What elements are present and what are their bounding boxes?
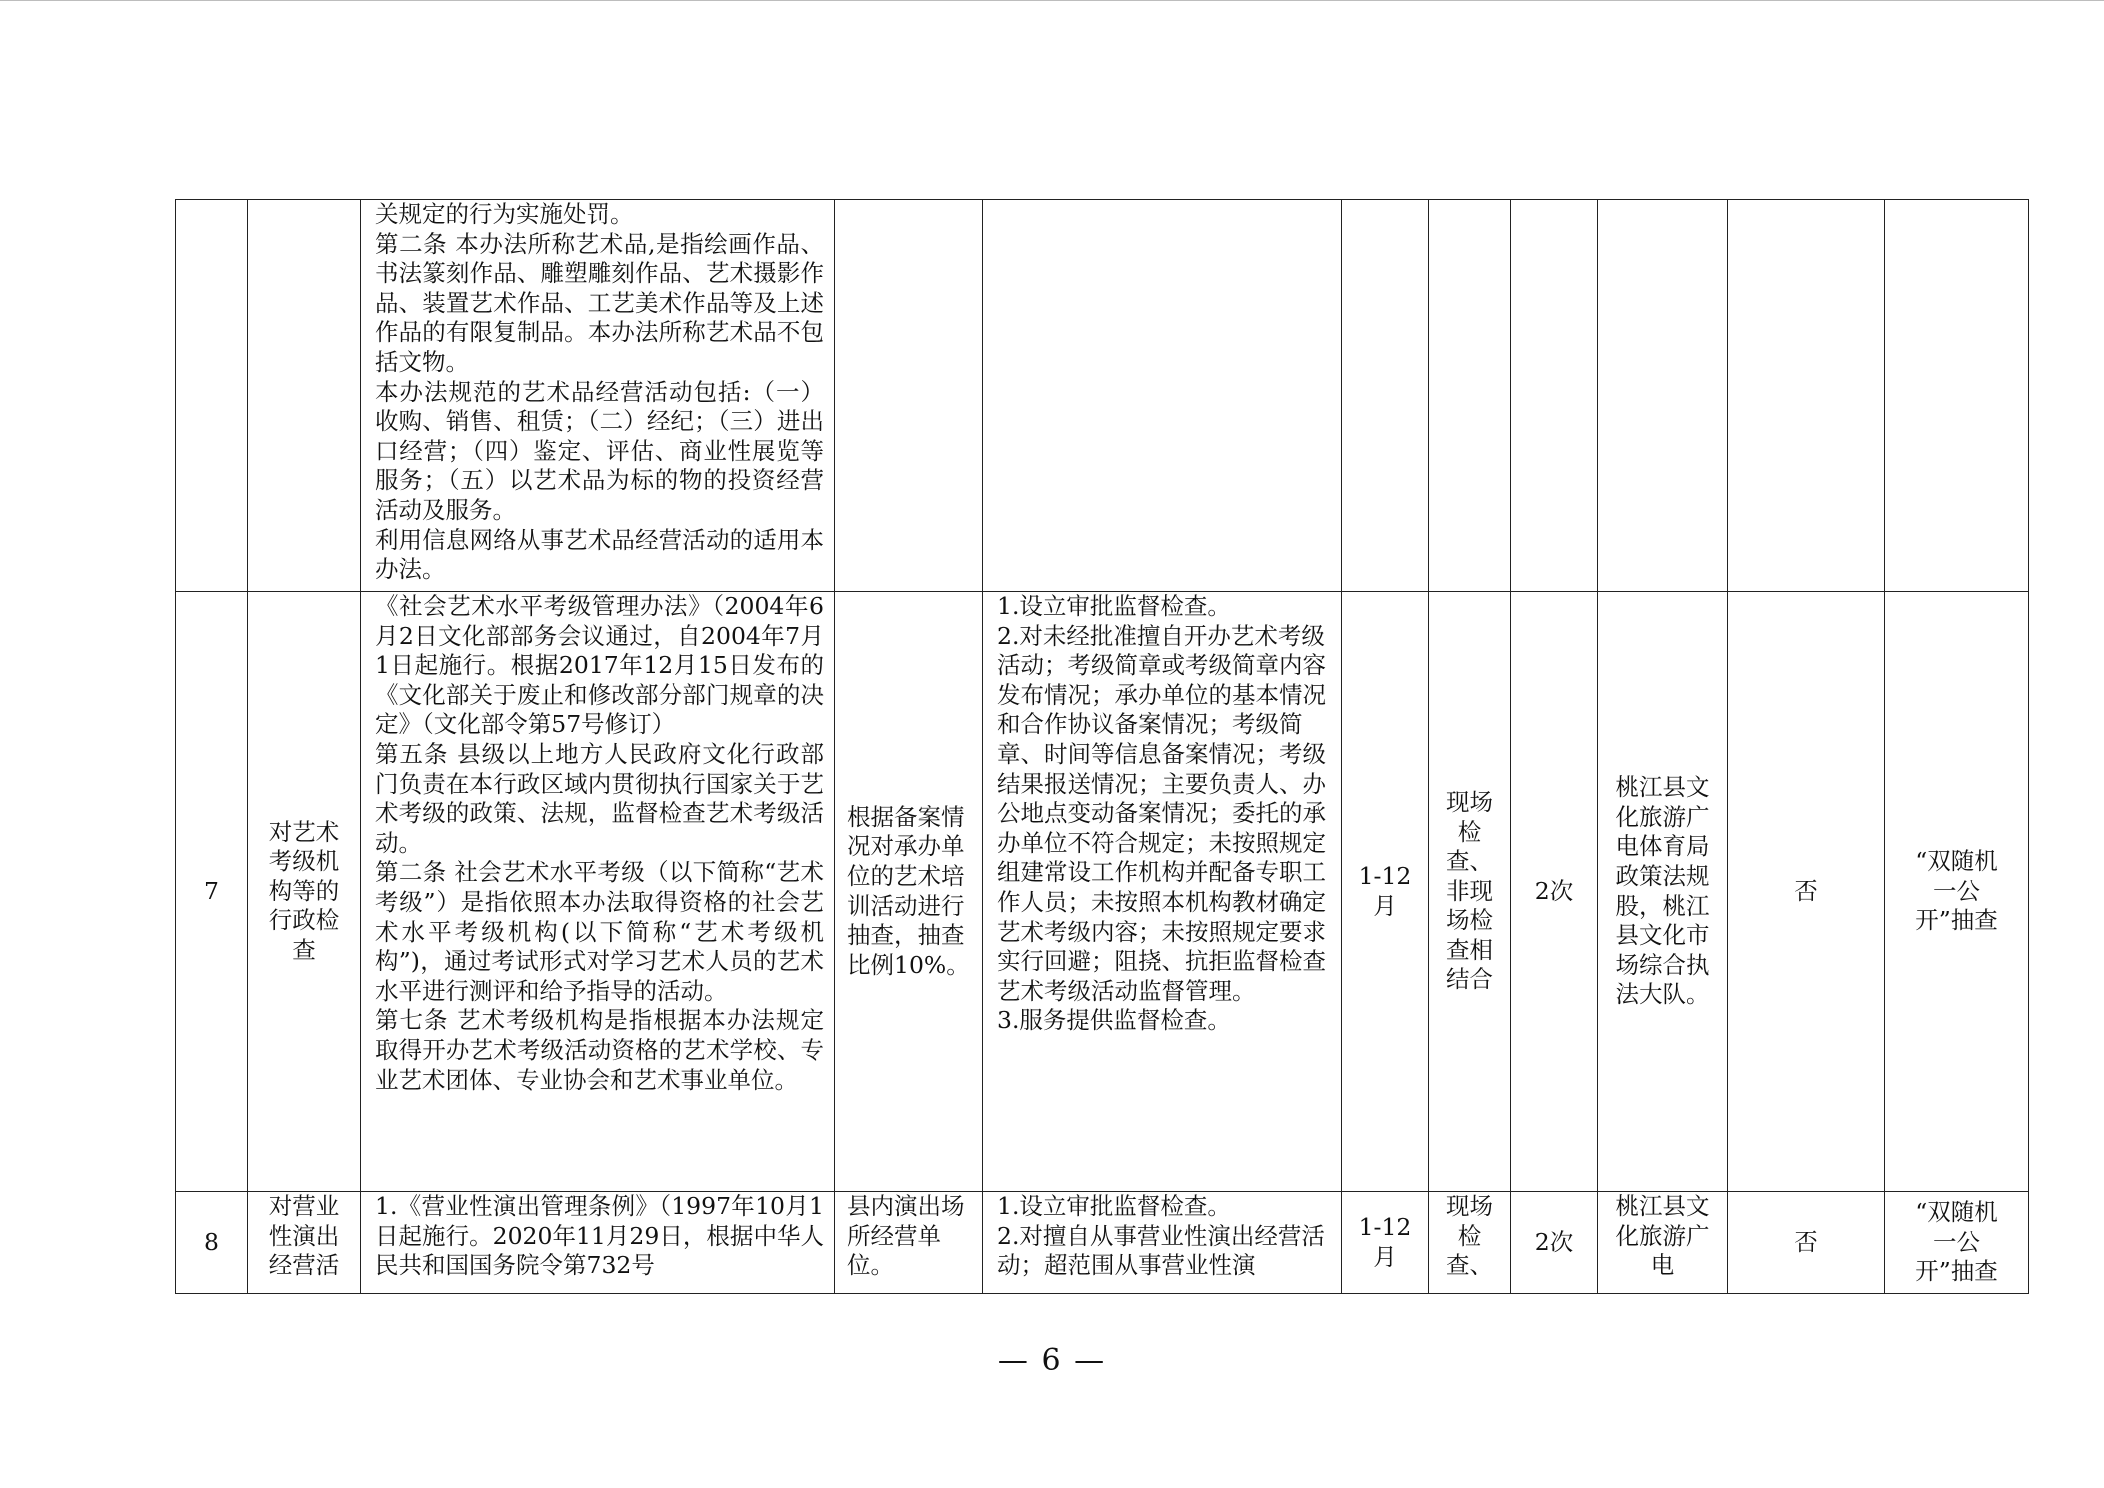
frequency-cell: 2次 — [1511, 1192, 1598, 1294]
content-cell — [983, 200, 1342, 592]
basis-cell — [361, 1192, 835, 1294]
target-cell — [835, 200, 983, 592]
dept-text: 桃江县文化旅游广电 — [1615, 1192, 1710, 1280]
basis-paragraph: 第五条 县级以上地方人民政府文化行政部门负责在本行政区域内贯彻执行国家关于艺术考级的政策、法规，监督检查艺术考级活动。 — [375, 739, 824, 857]
item-cell — [248, 200, 361, 592]
basis-cell — [361, 200, 835, 592]
content-paragraph: 2.对未经批准擅自开办艺术考级活动；考级简章或考级简章内容发布情况；承办单位的基本情况和合作协议备案情况；考级简章、时间等信息备案情况；考级结果报送情况；主要负责人、办公地点变动备案情况；委托的承办单位不符合规定；未按照规定组建常设工作机构并配备专职工作人员；未按照本机构教材确定艺术考级内容；未按照规定要求实行回避；阻挠、抗拒监督检查艺术考级活动监督管理。 — [997, 621, 1326, 1005]
seq-cell — [176, 200, 248, 592]
period-cell: 1-12月 — [1342, 1192, 1429, 1294]
content-paragraph: 1.设立审批监督检查。 — [997, 592, 1231, 620]
basis-paragraph: 第二条 社会艺术水平考级（以下简称“艺术考级”）是指依照本办法取得资格的社会艺术水平考级机构(以下简称“艺术考级机构”)，通过考试形式对学习艺术人员的艺术水平进行测评和给予指导的活动。 — [375, 858, 824, 1005]
mode-cell: “双随机一公开”抽查 — [1885, 1192, 2029, 1294]
basis-paragraph: 1.《营业性演出管理条例》（1997年10月1日起施行。2020年11月29日，根据中华人民共和国国务院令第732号 — [375, 1192, 824, 1280]
method-cell — [1429, 200, 1511, 592]
basis-paragraph: 关规定的行为实施处罚。 — [375, 200, 634, 228]
basis-paragraph: 《社会艺术水平考级管理办法》（2004年6月2日文化部部务会议通过，自2004年7月1日起施行。根据2017年12月15日发布的《文化部关于废止和修改部分部门规章的决定》（文化部令第57号修订） — [375, 592, 824, 739]
inspection-items-table — [175, 199, 2029, 1294]
dept-cell — [1598, 200, 1728, 592]
method-cell: 现场检查、非现场检查相结合 — [1429, 592, 1511, 1192]
top-edge-line — [0, 0, 2104, 1]
target-text: 县内演出场所经营单位。 — [847, 1192, 965, 1280]
seq-cell: 7 — [176, 592, 248, 1192]
content-cell — [983, 1192, 1342, 1294]
dept-cell: 桃江县文化旅游广电体育局政策法规股，桃江县文化市场综合执法大队。 — [1598, 592, 1728, 1192]
method-cell — [1429, 1192, 1511, 1294]
joint-cell: 否 — [1728, 592, 1885, 1192]
content-cell — [983, 592, 1342, 1192]
item-cell: 对艺术考级机构等的行政检查 — [248, 592, 361, 1192]
basis-paragraph: 第二条 本办法所称艺术品,是指绘画作品、书法篆刻作品、雕塑雕刻作品、艺术摄影作品、装置艺术作品、工艺美术作品等及上述作品的有限复制品。本办法所称艺术品不包括文物。 — [375, 229, 824, 376]
basis-paragraph: 利用信息网络从事艺术品经营活动的适用本办法。 — [375, 525, 824, 584]
dept-cell — [1598, 1192, 1728, 1294]
item-cell — [248, 1192, 361, 1294]
seq-cell: 8 — [176, 1192, 248, 1294]
frequency-cell — [1511, 200, 1598, 592]
table-row — [176, 200, 2029, 592]
content-paragraph: 3.服务提供监督检查。 — [997, 1006, 1231, 1035]
basis-paragraph: 本办法规范的艺术品经营活动包括:（一）收购、销售、租赁；（二）经纪；（三）进出口经营；（四）鉴定、评估、商业性展览等服务；（五）以艺术品为标的物的投资经营活动及服务。 — [375, 377, 824, 524]
content-paragraph: 1.设立审批监督检查。 — [997, 1192, 1231, 1220]
joint-cell — [1728, 200, 1885, 592]
target-cell — [835, 1192, 983, 1294]
page-number: — 6 — — [997, 1343, 1107, 1378]
basis-paragraph: 第七条 艺术考级机构是指根据本办法规定取得开办艺术考级活动资格的艺术学校、专业艺术团体、专业协会和艺术事业单位。 — [375, 1006, 824, 1094]
joint-cell: 否 — [1728, 1192, 1885, 1294]
table-row — [176, 592, 2029, 1192]
target-cell: 根据备案情况对承办单位的艺术培训活动进行抽查，抽查比例10%。 — [835, 592, 983, 1192]
item-text: 对营业性演出经营活 — [268, 1192, 340, 1280]
content-paragraph: 2.对擅自从事营业性演出经营活动；超范围从事营业性演 — [997, 1221, 1325, 1280]
table-row — [176, 1192, 2029, 1294]
mode-cell: “双随机一公开”抽查 — [1885, 592, 2029, 1192]
frequency-cell: 2次 — [1511, 592, 1598, 1192]
period-cell — [1342, 200, 1429, 592]
period-cell: 1-12月 — [1342, 592, 1429, 1192]
mode-cell — [1885, 200, 2029, 592]
basis-cell — [361, 592, 835, 1192]
method-text: 现场检查、 — [1446, 1192, 1493, 1280]
